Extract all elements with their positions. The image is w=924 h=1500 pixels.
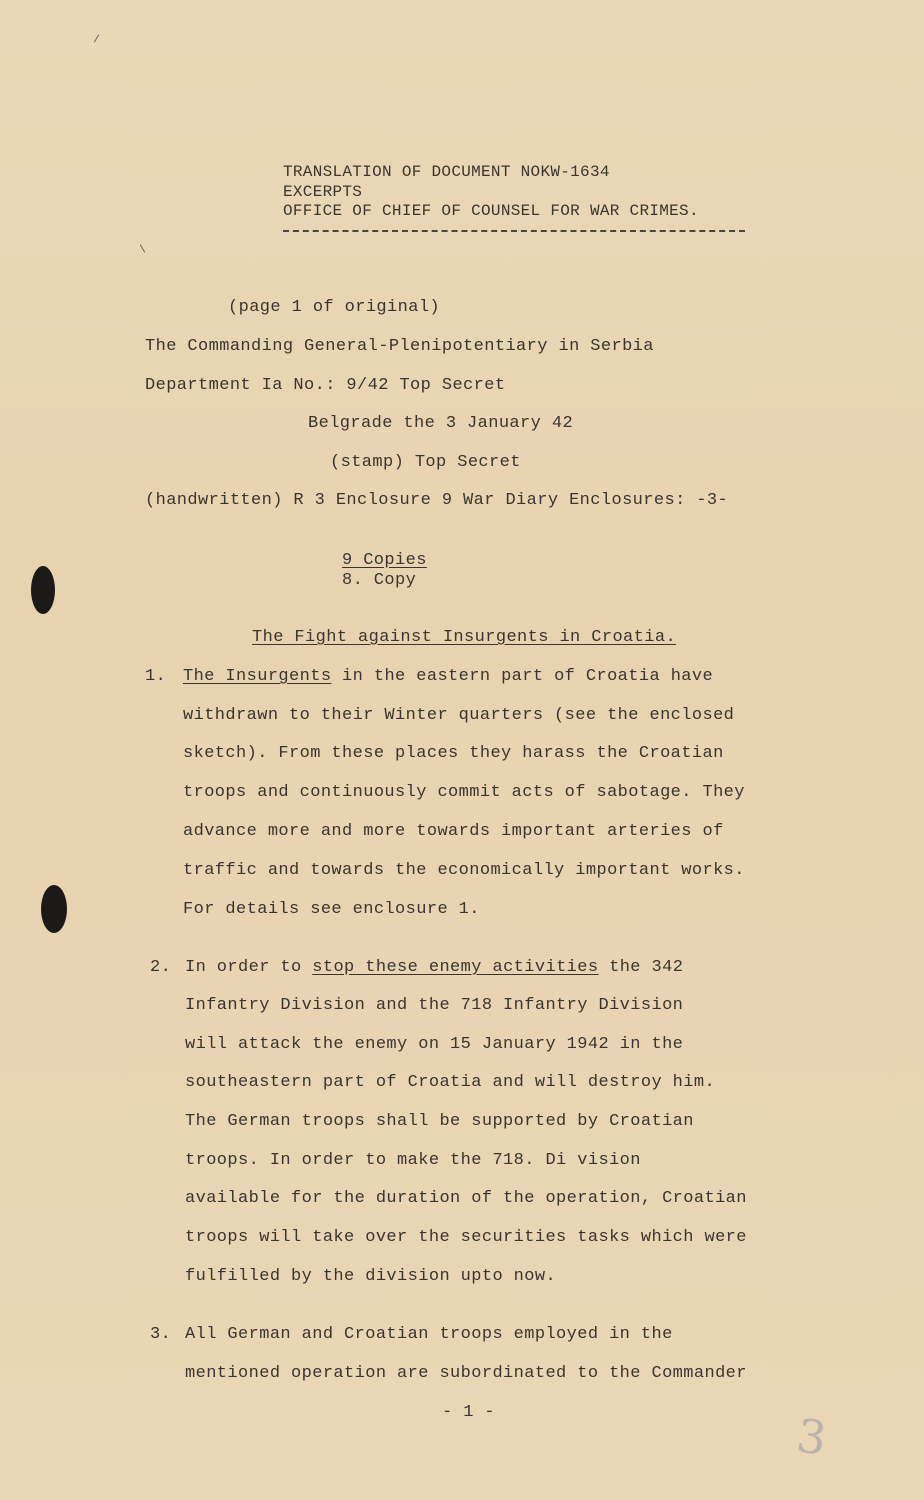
paragraph-2-keyword: stop these enemy activities bbox=[312, 958, 599, 977]
header-divider bbox=[283, 230, 745, 232]
page-number: - 1 - bbox=[442, 1403, 496, 1422]
paragraph-2-line: troops. In order to make the 718. Di vision bbox=[185, 1151, 641, 1170]
paragraph-1-line: troops and continuously commit acts of sabotage. They bbox=[183, 783, 745, 802]
paragraph-2-first-line bbox=[185, 958, 683, 978]
punch-hole-bottom bbox=[41, 885, 67, 933]
paragraph-2-before: In order to bbox=[185, 958, 313, 977]
document-title: The Fight against Insurgents in Croatia. bbox=[252, 628, 677, 647]
punch-hole-top bbox=[31, 566, 55, 614]
stray-mark bbox=[140, 244, 145, 252]
paragraph-1-number: 1. bbox=[145, 667, 167, 686]
paragraph-3-first-line: All German and Croatian troops employed in the bbox=[185, 1325, 673, 1344]
paragraph-1-first-line bbox=[183, 667, 713, 687]
paragraph-2-line: fulfilled by the division upto now. bbox=[185, 1267, 557, 1286]
paragraph-1-line: withdrawn to their Winter quarters (see the enclosed bbox=[183, 706, 735, 725]
issuer-line: The Commanding General-Plenipotentiary in Serbia bbox=[145, 337, 654, 356]
paragraph-3-number: 3. bbox=[150, 1325, 172, 1344]
paragraph-1-line: traffic and towards the economically important works. bbox=[183, 861, 745, 880]
paragraph-1-line: For details see enclosure 1. bbox=[183, 900, 480, 919]
paragraph-2-line: troops will take over the securities tasks which were bbox=[185, 1228, 747, 1247]
paragraph-1-line: advance more and more towards important arteries of bbox=[183, 822, 724, 841]
pencil-page-mark: 3 bbox=[793, 1408, 830, 1466]
place-date-line: Belgrade the 3 January 42 bbox=[308, 414, 574, 433]
paragraph-1-first-rest: in the eastern part of Croatia have bbox=[331, 667, 714, 686]
stray-mark bbox=[94, 34, 99, 42]
header-title: TRANSLATION OF DOCUMENT NOKW-1634 bbox=[283, 163, 610, 181]
paragraph-2-line: will attack the enemy on 15 January 1942 in the bbox=[185, 1035, 684, 1054]
paragraph-1-line: sketch). From these places they harass the Croatian bbox=[183, 744, 724, 763]
copy-number: 8. Copy bbox=[342, 571, 417, 590]
paragraph-3-line: mentioned operation are subordinated to the Commander bbox=[185, 1364, 747, 1383]
paragraph-2-after: the 342 bbox=[598, 958, 684, 977]
paragraph-2-line: southeastern part of Croatia and will destroy him. bbox=[185, 1073, 716, 1092]
department-line: Department Ia No.: 9/42 Top Secret bbox=[145, 376, 506, 395]
copies-count: 9 Copies bbox=[342, 551, 427, 570]
paragraph-2-line: available for the duration of the operation, Croatian bbox=[185, 1189, 747, 1208]
paragraph-1-keyword: The Insurgents bbox=[183, 667, 332, 686]
stamp-line: (stamp) Top Secret bbox=[330, 453, 521, 472]
paragraph-2-line: Infantry Division and the 718 Infantry Division bbox=[185, 996, 684, 1015]
handwritten-line: (handwritten) R 3 Enclosure 9 War Diary Enclosures: -3- bbox=[145, 491, 729, 510]
paragraph-2-line: The German troops shall be supported by Croatian bbox=[185, 1112, 694, 1131]
paragraph-2-number: 2. bbox=[150, 958, 172, 977]
header-office: OFFICE OF CHIEF OF COUNSEL FOR WAR CRIMES. bbox=[283, 202, 699, 220]
page-of-original: (page 1 of original) bbox=[228, 298, 441, 317]
header-subtitle: EXCERPTS bbox=[283, 183, 363, 201]
